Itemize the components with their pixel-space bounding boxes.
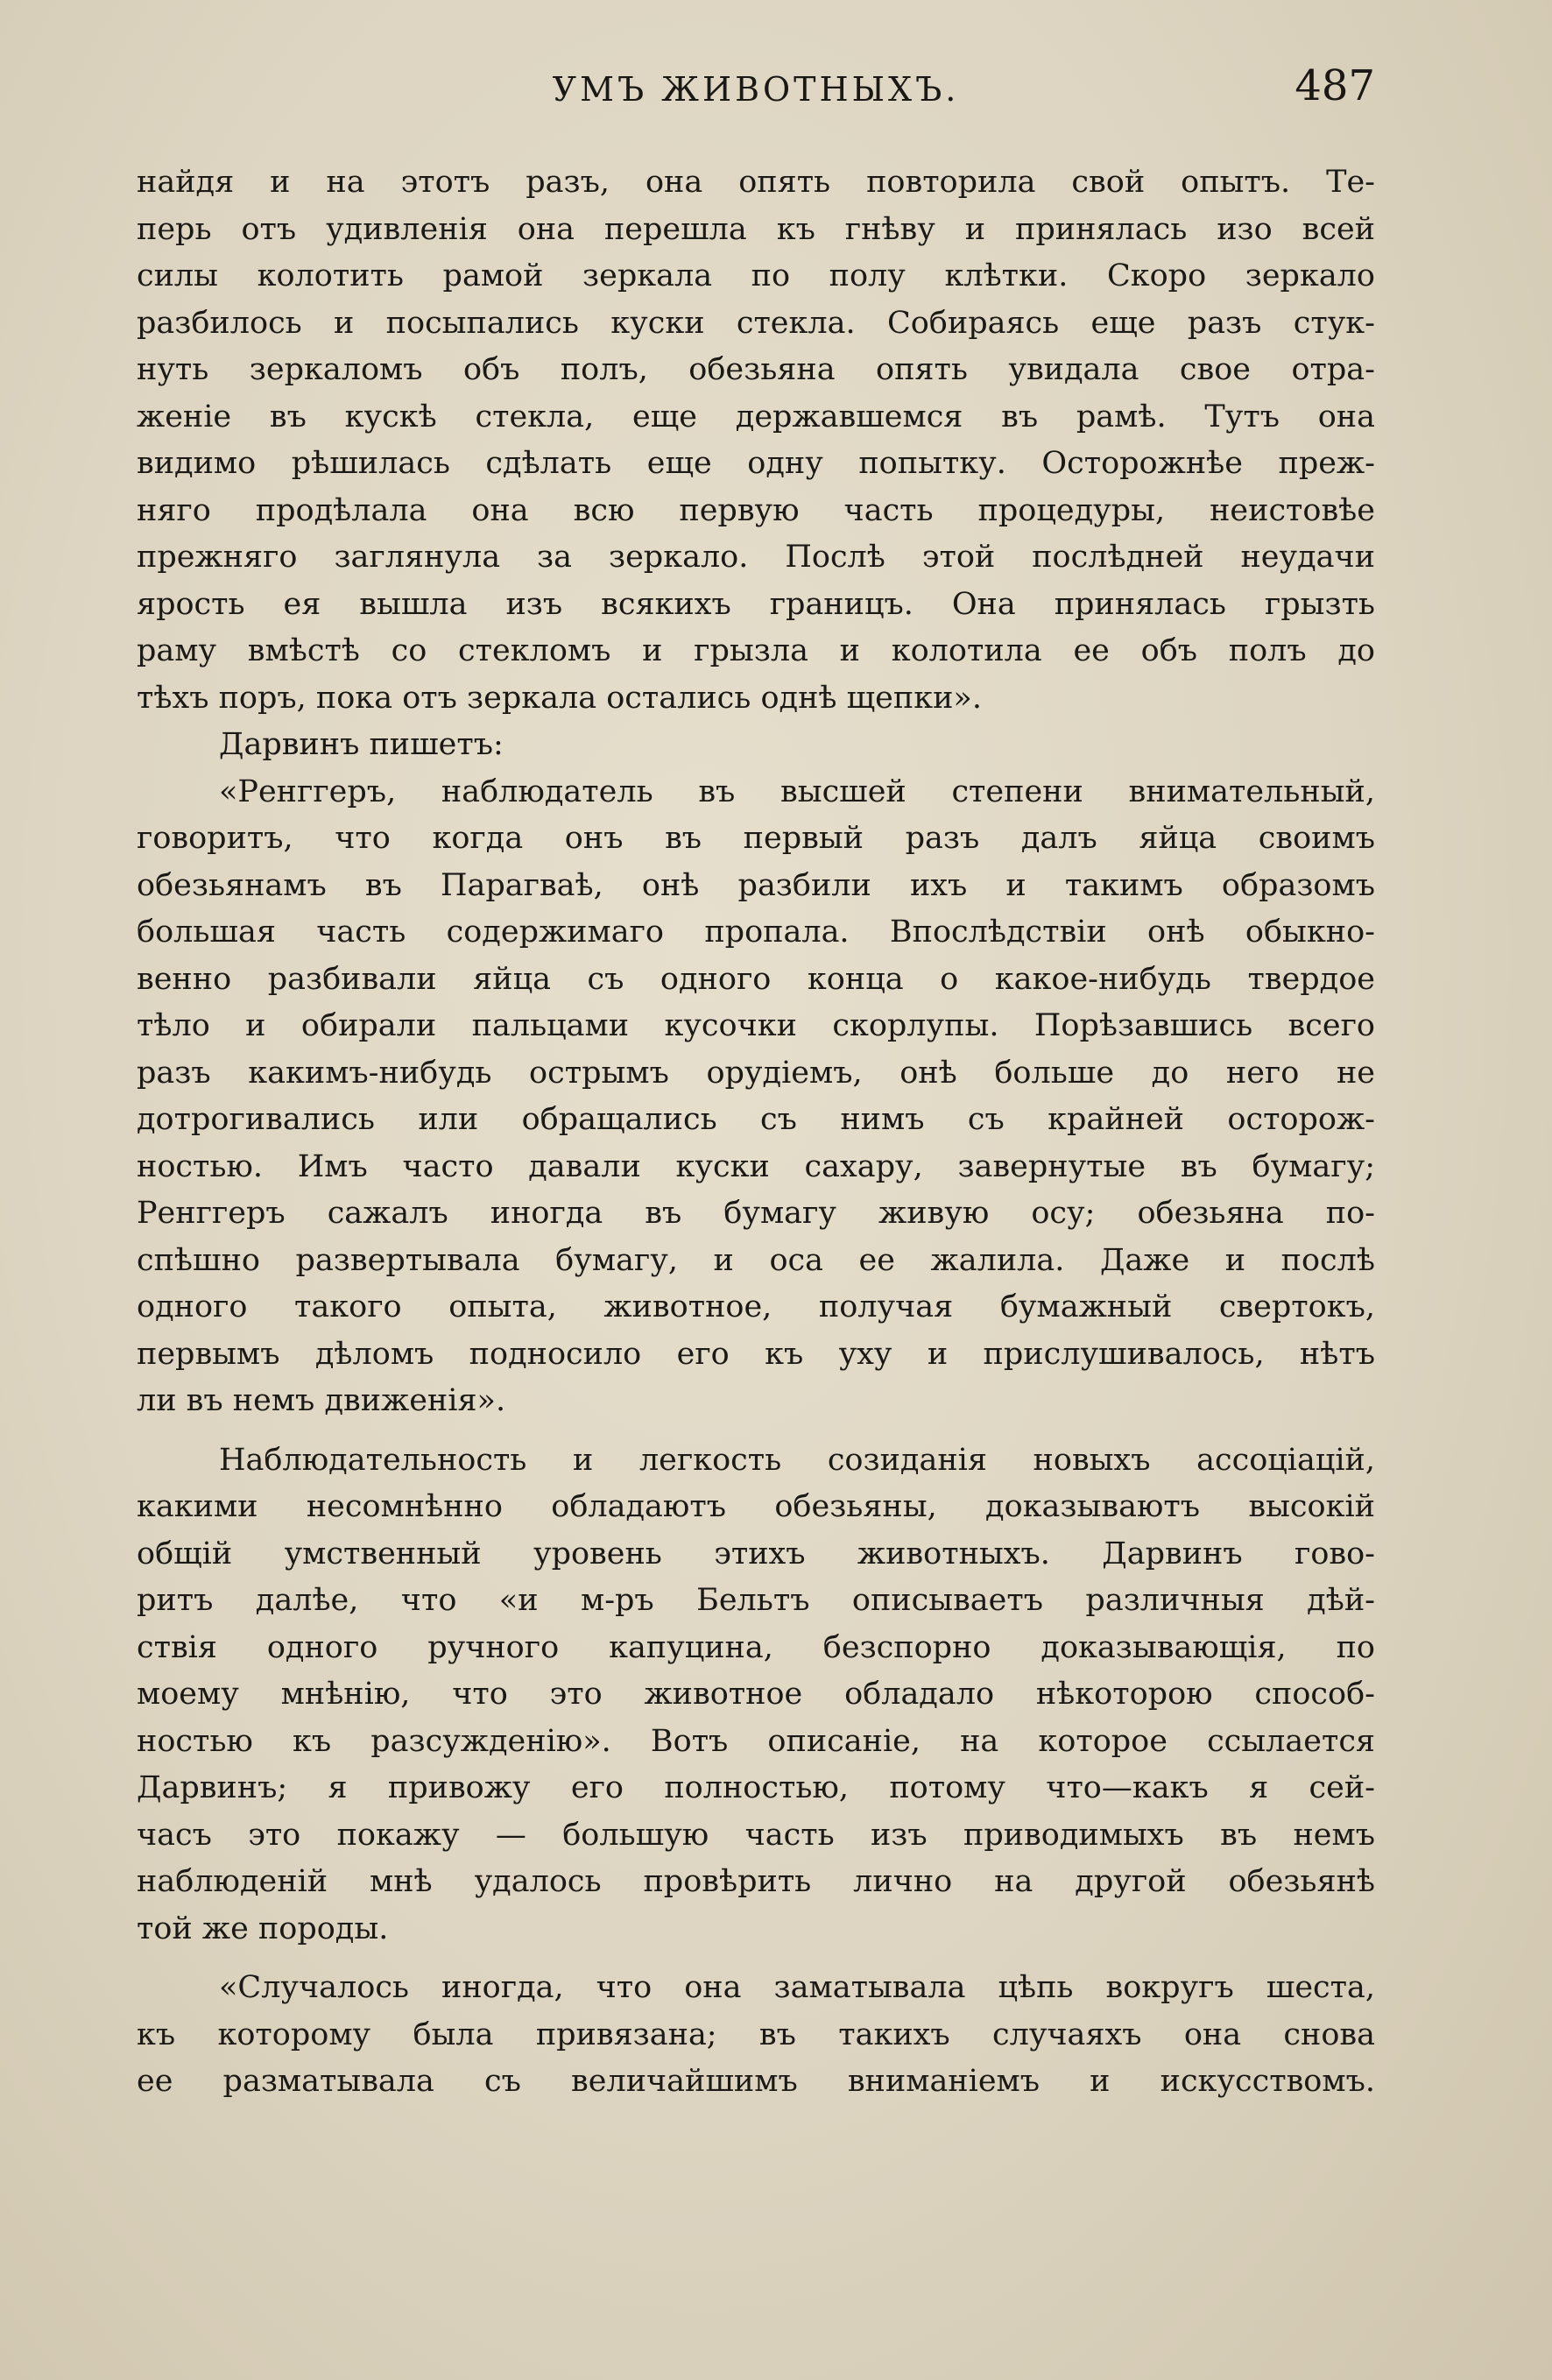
- text-line: перь отъ удивленія она перешла къ гнѣву и принялась изо всей: [137, 211, 1375, 247]
- text-line: разъ какимъ-нибудь острымъ орудіемъ, онѣ больше до него не: [137, 1055, 1375, 1091]
- text-line: разбилось и посыпались куски стекла. Собираясь еще разъ стук-: [137, 305, 1375, 341]
- text-line: часъ это покажу — большую часть изъ приводимыхъ въ немъ: [137, 1817, 1375, 1853]
- text-line: нуть зеркаломъ объ полъ, обезьяна опять увидала свое отра-: [137, 352, 1375, 387]
- text-line: какими несомнѣнно обладаютъ обезьяны, доказываютъ высокій: [137, 1489, 1375, 1524]
- text-line: ли въ немъ движенія».: [137, 1383, 506, 1418]
- text-line: къ которому была привязана; въ такихъ случаяхъ она снова: [137, 2016, 1375, 2052]
- text-line: венно разбивали яйца съ одного конца о какое-нибудь твердое: [137, 961, 1375, 997]
- text-line: раму вмѣстѣ со стекломъ и грызла и колотила ее объ полъ до: [137, 633, 1375, 668]
- text-line: тѣло и обирали пальцами кусочки скорлупы. Порѣзавшись всего: [137, 1008, 1375, 1043]
- text-line: силы колотить рамой зеркала по полу клѣтки. Скоро зеркало: [137, 258, 1375, 293]
- text-line: говоритъ, что когда онъ въ первый разъ далъ яйца своимъ: [137, 821, 1375, 856]
- text-line: прежняго заглянула за зеркало. Послѣ этой послѣдней неудачи: [137, 540, 1375, 575]
- text-line: найдя и на этотъ разъ, она опять повторила свой опытъ. Те-: [137, 165, 1375, 200]
- page-header: [137, 61, 1375, 123]
- text-line: большая часть содержимаго пропала. Впослѣдствіи онѣ обыкно-: [137, 915, 1375, 950]
- text-line: спѣшно развертывала бумагу, и оса ее жалила. Даже и послѣ: [137, 1242, 1375, 1278]
- text-line: тѣхъ поръ, пока отъ зеркала остались однѣ щепки».: [137, 680, 982, 716]
- text-line: «Ренггеръ, наблюдатель въ высшей степени внимательный,: [219, 773, 1375, 809]
- text-line: одного такого опыта, животное, получая бумажный свертокъ,: [137, 1289, 1375, 1324]
- text-line: наблюденій мнѣ удалось провѣрить лично на другой обезьянѣ: [137, 1864, 1375, 1899]
- text-line: Дарвинъ пишетъ:: [219, 727, 504, 762]
- page-number: 487: [1295, 61, 1375, 110]
- text-line: ярость ея вышла изъ всякихъ границъ. Она принялась грызть: [137, 586, 1375, 622]
- text-line: дотрогивались или обращались съ нимъ съ крайней осторож-: [137, 1102, 1375, 1137]
- text-line: ее разматывала съ величайшимъ вниманіемъ и искусствомъ.: [137, 2064, 1375, 2099]
- running-title: УМЪ ЖИВОТНЫХЪ.: [552, 70, 960, 109]
- text-line: женіе въ кускѣ стекла, еще державшемся въ рамѣ. Тутъ она: [137, 399, 1375, 434]
- text-line: видимо рѣшилась сдѣлать еще одну попытку. Осторожнѣе преж-: [137, 446, 1375, 481]
- text-line: первымъ дѣломъ подносило его къ уху и прислушивалось, нѣтъ: [137, 1336, 1375, 1372]
- text-line: ностью. Имъ часто давали куски сахару, завернутые въ бумагу;: [137, 1148, 1375, 1184]
- text-line: ритъ далѣе, что «и м-ръ Бельтъ описываетъ различныя дѣй-: [137, 1583, 1375, 1618]
- text-line: той же породы.: [137, 1910, 389, 1946]
- text-line: Ренггеръ сажалъ иногда въ бумагу живую осу; обезьяна по-: [137, 1196, 1375, 1231]
- text-line: ствія одного ручного капуцина, безспорно доказывающія, по: [137, 1629, 1375, 1665]
- text-line: Наблюдательность и легкость созиданія новыхъ ассоціацій,: [219, 1442, 1375, 1478]
- text-line: моему мнѣнію, что это животное обладало нѣкоторою способ-: [137, 1677, 1375, 1712]
- body-text: [137, 159, 1375, 2106]
- text-line: няго продѣлала она всю первую часть процедуры, неистовѣе: [137, 492, 1375, 528]
- text-line: ностью къ разсужденію». Вотъ описаніе, на которое ссылается: [137, 1723, 1375, 1759]
- text-line: Дарвинъ; я привожу его полностью, потому что—какъ я сей-: [137, 1770, 1375, 1805]
- text-line: «Случалось иногда, что она заматывала цѣпь вокругъ шеста,: [219, 1970, 1375, 2005]
- text-line: общій умственный уровень этихъ животныхъ. Дарвинъ гово-: [137, 1536, 1375, 1571]
- text-line: обезьянамъ въ Парагваѣ, онѣ разбили ихъ и такимъ образомъ: [137, 867, 1375, 903]
